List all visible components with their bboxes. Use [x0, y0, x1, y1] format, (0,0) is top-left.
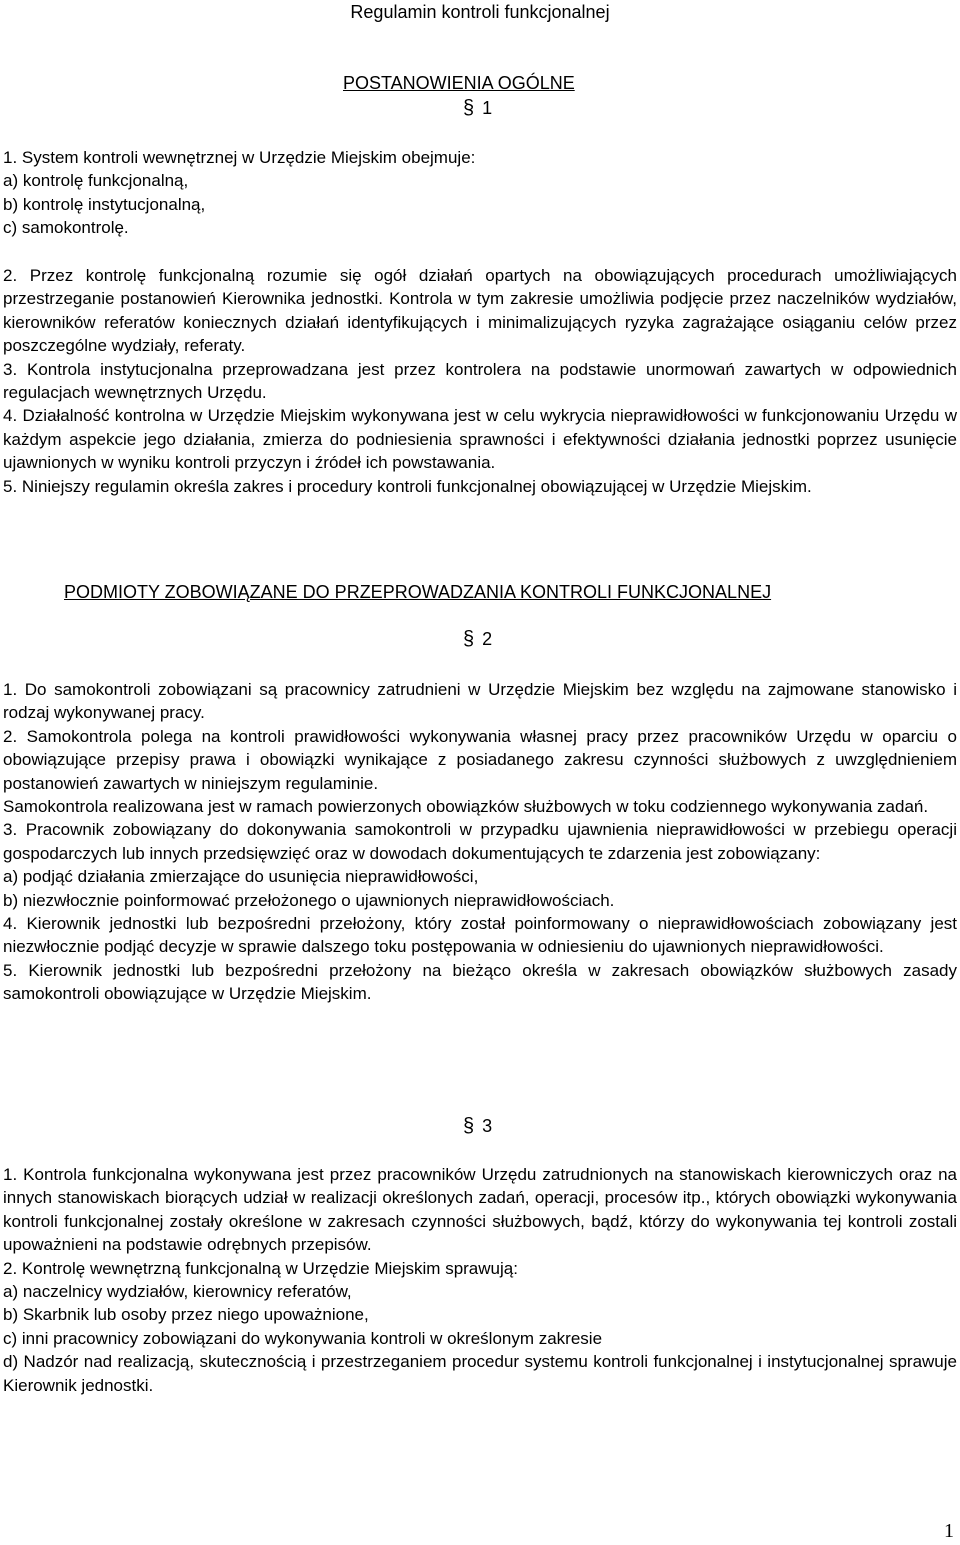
section-title-general-provisions: POSTANOWIENIA OGÓLNE	[343, 73, 575, 93]
paragraph-number: 2	[482, 629, 493, 649]
body-paragraph: 4. Działalność kontrolna w Urzędzie Miejskim wykonywana jest w celu wykrycia nieprawidłowości w funkcjonowaniu Urzędu w każdym aspekcie jego działania, zmierza do podniesienia sprawności i efektywności działania jednostki poprzez usunięcie ujawnionych w wyniku kontroli przyczyn i źródeł ich powstawania.	[3, 406, 957, 473]
list-item: b) Skarbnik lub osoby przez niego upoważnione,	[3, 1305, 369, 1325]
body-paragraph: 2. Kontrolę wewnętrzną funkcjonalną w Urzędzie Miejskim sprawują:	[3, 1258, 518, 1278]
body-paragraph: 2. Samokontrola polega na kontroli prawidłowości wykonywania własnej pracy przez pracowników Urzędu w oparciu o obowiązujące przepisy prawa i obowiązki wynikające z posiadanego zakresu czynności służbowych z uwzględnieniem postanowień zawartych w niniejszym regulaminie.	[3, 726, 957, 793]
body-paragraph: 1. Kontrola funkcjonalna wykonywana jest przez pracowników Urzędu zatrudnionych na stanowiskach kierowniczych oraz na innych stanowiskach biorących udział w realizacji określonych zadań, operacji, procesów itp., których obowiązki wykonywania kontroli funkcjonalnej zostały określone w zakresach czynności służbowych, bądź, którzy do wykonywania tej kontroli zostali upoważnieni na podstawie odrębnych przepisów.	[3, 1165, 957, 1255]
body-paragraph: 5. Niniejszy regulamin określa zakres i procedury kontroli funkcjonalnej obowiązującej w Urzędzie Miejskim.	[3, 476, 812, 496]
section-sign: §	[463, 1115, 475, 1137]
list-item: a) podjąć działania zmierzające do usunięcia nieprawidłowości,	[3, 867, 479, 887]
paragraph-marker-1	[463, 97, 492, 120]
paragraph-marker-3	[463, 1115, 492, 1138]
body-paragraph: 2. Przez kontrolę funkcjonalną rozumie się ogół działań opartych na obowiązujących procedurach umożliwiających przestrzeganie postanowień Kierownika jednostki. Kontrola w tym zakresie umożliwia podjęcie przez naczelników wydziałów, kierowników referatów koniecznych działań identyfikujących i minimalizujących ryzyka zagrażające osiąganiu celów przez poszczególne wydziały, referaty.	[3, 266, 957, 356]
body-paragraph: 3. Pracownik zobowiązany do dokonywania samokontroli w przypadku ujawnienia nieprawidłowości w przebiegu operacji gospodarczych lub innych przedsięwzięć oraz w dowodach dokumentujących te zdarzenia jest zobowiązany:	[3, 820, 957, 863]
list-item: a) naczelnicy wydziałów, kierownicy referatów,	[3, 1282, 352, 1302]
list-item: a) kontrolę funkcjonalną,	[3, 171, 189, 191]
paragraph-number: 3	[482, 1116, 493, 1136]
document-header: Regulamin kontroli funkcjonalnej	[350, 2, 610, 22]
section-sign: §	[463, 97, 475, 119]
section1-list	[3, 146, 957, 240]
body-paragraph: 5. Kierownik jednostki lub bezpośredni przełożony na bieżąco określa w zakresach obowiązków służbowych zasady samokontroli obowiązujące w Urzędzie Miejskim.	[3, 960, 957, 1004]
section1-body	[3, 264, 957, 498]
body-paragraph: Samokontrola realizowana jest w ramach powierzonych obowiązków służbowych w toku codziennego wykonywania zadań.	[3, 797, 929, 817]
section2-body	[3, 678, 957, 1006]
body-paragraph: 4. Kierownik jednostki lub bezpośredni przełożony, który został poinformowany o nieprawidłowościach zobowiązany jest niezwłocznie podjąć decyzje w sprawie dalszego toku postępowania w odniesieniu do ujawnionych nieprawidłowości.	[3, 914, 957, 957]
list-item: c) samokontrolę.	[3, 218, 129, 238]
body-paragraph: 3. Kontrola instytucjonalna przeprowadzana jest przez kontrolera na podstawie unormowań zawartych w odpowiednich regulacjach wewnętrznych Urzędu.	[3, 359, 957, 403]
page-number: 1	[944, 1520, 954, 1542]
list-item: b) niezwłocznie poinformować przełożonego o ujawnionych nieprawidłowościach.	[3, 890, 615, 910]
paragraph-number: 1	[482, 98, 493, 118]
section-title-obligated-entities: PODMIOTY ZOBOWIĄZANE DO PRZEPROWADZANIA KONTROLI FUNKCJONALNEJ	[64, 582, 772, 602]
list-intro: 1. System kontroli wewnętrznej w Urzędzie Miejskim obejmuje:	[3, 148, 476, 167]
section3-body	[3, 1163, 957, 1397]
list-item: c) inni pracownicy zobowiązani do wykonywania kontroli w określonym zakresie	[3, 1328, 603, 1348]
section-sign: §	[463, 628, 475, 650]
body-paragraph: d) Nadzór nad realizacją, skutecznością i przestrzeganiem procedur systemu kontroli funkcjonalnej i instytucjonalnej sprawuje Kierownik jednostki.	[3, 1352, 957, 1395]
body-paragraph: 1. Do samokontroli zobowiązani są pracownicy zatrudnieni w Urzędzie Miejskim bez względu na zajmowane stanowisko i rodzaj wykonywanej pracy.	[3, 680, 957, 723]
paragraph-marker-2	[463, 628, 492, 651]
list-item: b) kontrolę instytucjonalną,	[3, 194, 206, 214]
